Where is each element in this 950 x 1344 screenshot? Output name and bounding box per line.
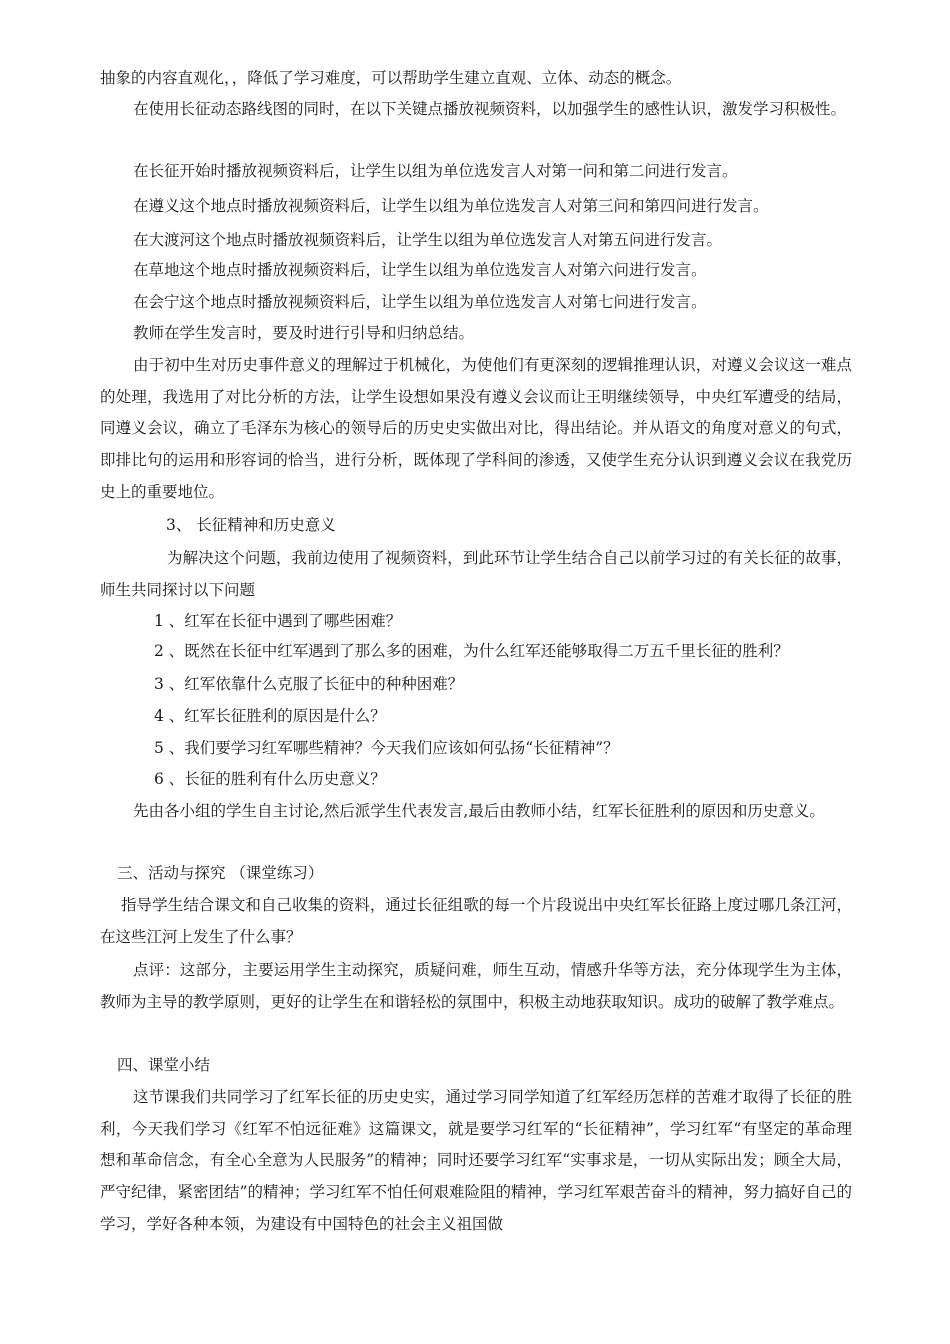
paragraph-huining: 在会宁这个地点时播放视频资料后，让学生以组为单位选发言人对第七问进行发言。 <box>133 293 707 311</box>
paragraph-video-keypoints: 在使用长征动态路线图的同时，在以下关键点播放视频资料，以加强学生的感性认识，激发学习积极性。 <box>133 100 847 118</box>
paragraph-continuation: 抽象的内容直观化，，降低了学习难度，可以帮助学生建立直观、立体、动态的概念。 <box>100 69 682 87</box>
paragraph-grassland: 在草地这个地点时播放视频资料后，让学生以组为单位选发言人对第六问进行发言。 <box>133 261 707 279</box>
paragraph-commentary: 点评：这部分，主要运用学生主动探究，质疑问难，师生互动，情感升华等方法，充分体现学生为主体，教师为主导的教学原则，更好的让学生在和谐轻松的氛围中，积极主动地获取知识。成功的破解了教学难点。 <box>100 961 852 1011</box>
paragraph-teacher-guidance: 教师在学生发言时，要及时进行引导和归纳总结。 <box>133 324 475 342</box>
paragraph-group-discussion: 先由各小组的学生自主讨论,然后派学生代表发言,最后由教师小结，红军长征胜利的原因和历史意义。 <box>133 802 825 820</box>
paragraph-zunyi: 在遵义这个地点时播放视频资料后，让学生以组为单位选发言人对第三问和第四问进行发言。 <box>133 197 769 215</box>
question-3: 3 、红军依靠什么克服了长征中的种种困难？ <box>154 675 464 693</box>
paragraph-discussion-intro: 为解决这个问题，我前边使用了视频资料，到此环节让学生结合自己以前学习过的有关长征的故事，师生共同探讨以下问题 <box>100 549 852 599</box>
question-4: 4 、红军长征胜利的原因是什么？ <box>154 707 386 725</box>
paragraph-dadu-river: 在大渡河这个地点时播放视频资料后，让学生以组为单位选发言人对第五问进行发言。 <box>133 231 723 249</box>
question-5: 5 、我们要学习红军哪些精神？今天我们应该如何弘扬“长征精神”？ <box>154 739 619 757</box>
question-2: 2 、既然在长征中红军遇到了那么多的困难，为什么红军还能够取得二万五千里长征的胜利？ <box>154 642 789 660</box>
section-heading-3: 3、 长征精神和历史意义 <box>166 516 336 534</box>
paragraph-activity-instructions: 指导学生结合课文和自己收集的资料，通过长征组歌的每一个片段说出中央红军长征路上度过哪几条江河，在这些江河上发生了什么事？ <box>100 896 852 946</box>
question-1: 1 、红军在长征中遇到了哪些困难？ <box>154 612 402 630</box>
question-6: 6 、长征的胜利有什么历史意义？ <box>154 770 386 788</box>
section-heading-summary: 四、课堂小结 <box>117 1056 211 1074</box>
paragraph-zunyi-analysis: 由于初中生对历史事件意义的理解过于机械化，为使他们有更深刻的逻辑推理认识，对遵义会议这一难点的处理，我选用了对比分析的方法，让学生设想如果没有遵义会议而让王明继续领导，中央红军遭受的结局，同遵义会议，确立了毛泽东为核心的领导后的历史史实做出对比，得出结论。并从语文的角度对意义的句式，即排比句的运用和形容词的恰当，进行分析，既体现了学科间的渗透，又使学生充分认识到遵义会议在我党历史上的重要地位。 <box>100 356 852 501</box>
section-heading-activity: 三、活动与探究 （课堂练习） <box>117 864 324 882</box>
paragraph-start-of-march: 在长征开始时播放视频资料后，让学生以组为单位选发言人对第一问和第二问进行发言。 <box>133 162 738 180</box>
paragraph-summary: 这节课我们共同学习了红军长征的历史史实，通过学习同学知道了红军经历怎样的苦难才取得了长征的胜利，今天我们学习《红军不怕远征难》这篇课文，就是要学习红军的“长征精神”，学习红军“有坚定的革命理想和革命信念，有全心全意为人民服务”的精神；同时还要学习红军“实事求是，一切从实际出发；顾全大局，严守纪律，紧密团结”的精神；学习红军不怕任何艰难险阻的精神，学习红军艰苦奋斗的精神，努力搞好自己的学习，学好各种本领，为建设有中国特色的社会主义祖国做 <box>100 1088 852 1233</box>
